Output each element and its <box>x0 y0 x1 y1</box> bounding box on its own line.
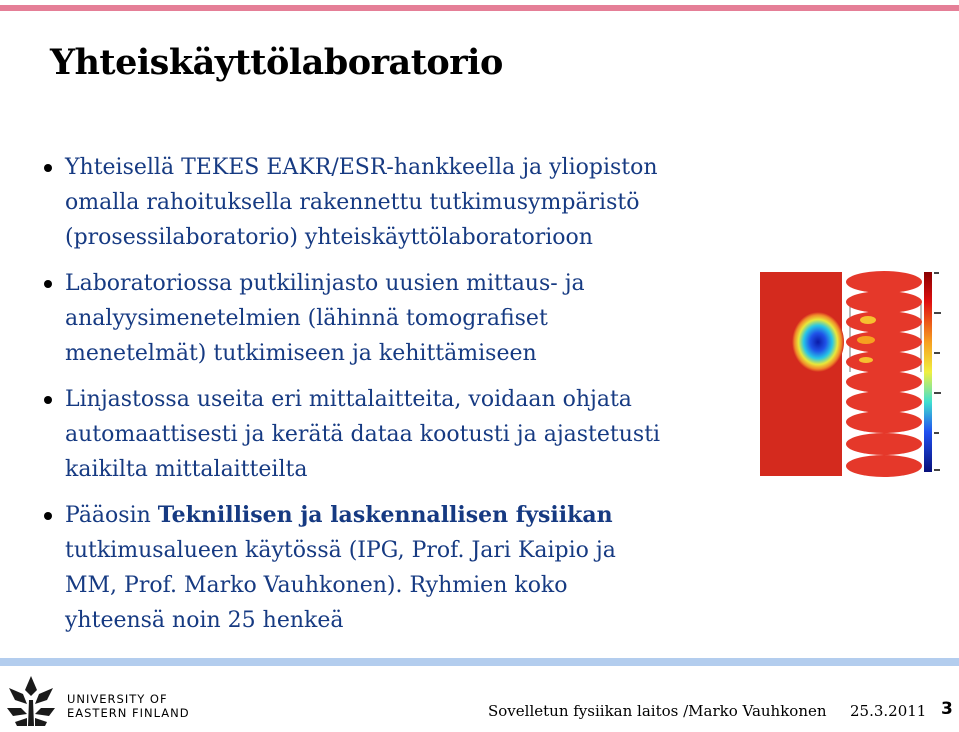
reconstruction-panel <box>760 272 842 476</box>
footer-date: 25.3.2011 <box>850 702 927 720</box>
bullet-line: Laboratoriossa putkilinjasto uusien mittaus- ja <box>65 271 585 296</box>
bullet-line: omalla rahoituksella rakennettu tutkimusympäristö <box>65 190 640 215</box>
bullet-line: tutkimusalueen käytössä (IPG, Prof. Jari Kaipio ja <box>65 538 616 563</box>
university-logo-text <box>67 692 190 720</box>
bullet-dot-icon <box>44 396 52 404</box>
bullet-line: analyysimenetelmien (lähinnä tomografiset <box>65 306 548 331</box>
bullet-line: Linjastossa useita eri mittalaitteita, voidaan ohjata <box>65 387 632 412</box>
bullet-item <box>44 498 744 638</box>
bottom-accent-bar <box>0 658 959 666</box>
footer-department: Sovelletun fysiikan laitos /Marko Vauhkonen <box>488 702 827 720</box>
bullet-prefix: Pääosin <box>65 503 158 528</box>
page-number: 3 <box>941 699 953 719</box>
bullet-line: kaikilta mittalaitteilta <box>65 457 308 482</box>
top-accent-bar <box>0 5 959 11</box>
bullet-line: MM, Prof. Marko Vauhkonen). Ryhmien koko <box>65 573 568 598</box>
bullet-item <box>44 150 744 255</box>
colorbar-ticks <box>934 272 941 471</box>
university-logo-icon <box>5 674 57 728</box>
colorbar <box>924 272 932 472</box>
slide-title: Yhteiskäyttölaboratorio <box>50 42 503 83</box>
inclusion-blob <box>792 312 844 372</box>
disc-stack <box>846 271 922 477</box>
bullet-dot-icon <box>44 512 52 520</box>
bullet-line <box>65 498 744 533</box>
logo-line-2: EASTERN FINLAND <box>67 706 190 720</box>
bullet-dot-icon <box>44 164 52 172</box>
bullet-list <box>44 150 744 649</box>
bullet-line: menetelmät) tutkimiseen ja kehittämiseen <box>65 341 537 366</box>
bullet-item <box>44 382 744 487</box>
tomography-figure <box>756 262 950 484</box>
logo-line-1: UNIVERSITY OF <box>67 692 168 706</box>
bullet-line: automaattisesti ja kerätä dataa kootusti ja ajastetusti <box>65 422 661 447</box>
bullet-dot-icon <box>44 280 52 288</box>
bullet-item <box>44 266 744 371</box>
bullet-line: (prosessilaboratorio) yhteiskäyttölaboratorioon <box>65 225 593 250</box>
bullet-bold-text: Teknillisen ja laskennallisen fysiikan <box>157 502 613 528</box>
bullet-line: yhteensä noin 25 henkeä <box>65 608 344 633</box>
bullet-line: Yhteisellä TEKES EAKR/ESR-hankkeella ja yliopiston <box>65 155 658 180</box>
